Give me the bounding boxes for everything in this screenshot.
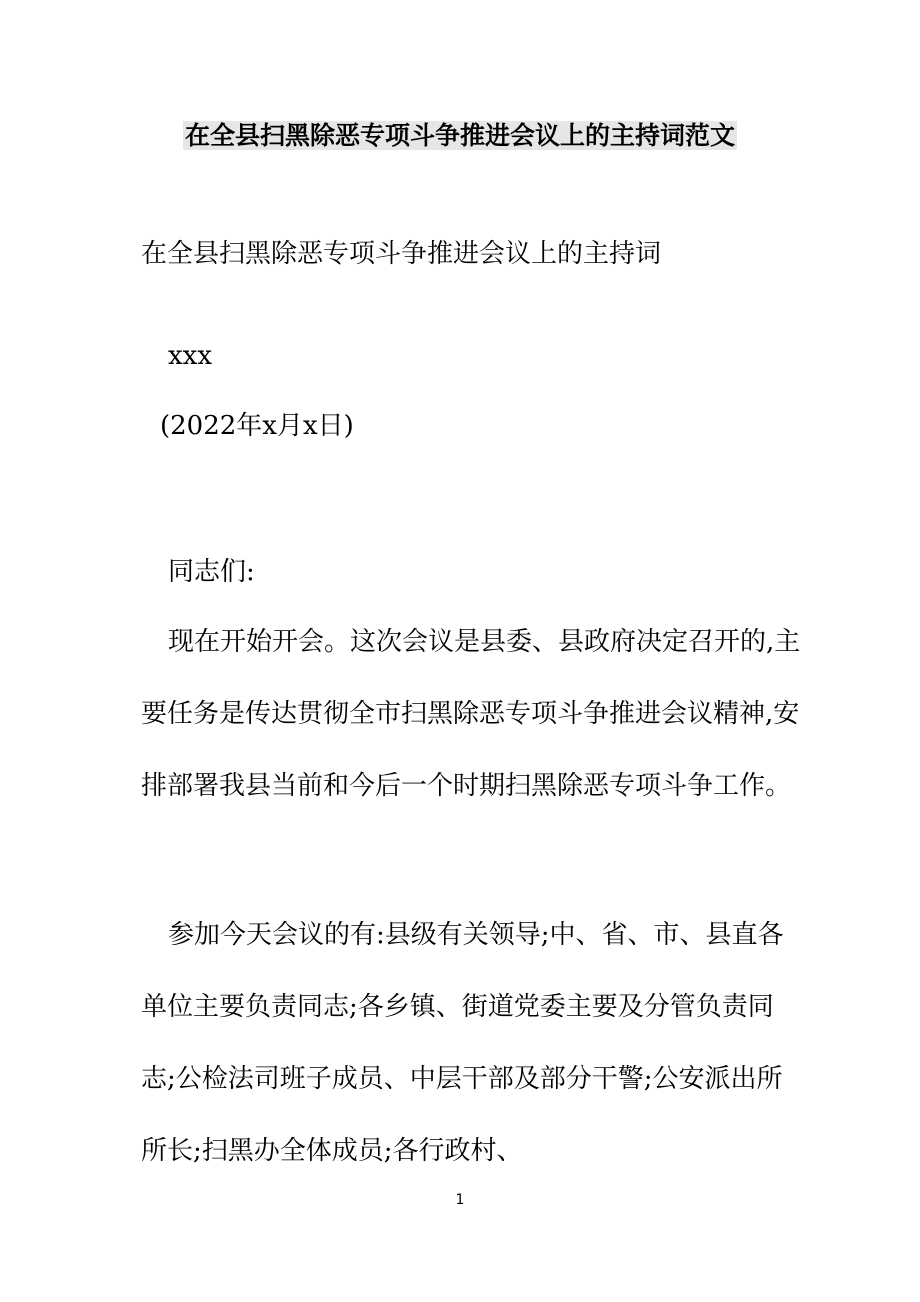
- paragraph-attendees: 参加今天会议的有:县级有关领导;中、省、市、县直各单位主要负责同志;各乡镇、街道党委主要及分管负责同志;公检法司班子成员、中层干部及部分干警;公安派出所所长;扫黑办全体成员;各行政村、: [141, 920, 784, 1166]
- page-number: 1: [455, 1192, 465, 1208]
- document-title: [0, 114, 920, 158]
- document-title-text: 在全县扫黑除恶专项斗争推进会议上的主持词范文: [184, 121, 735, 150]
- paragraph-opening: 现在开始开会。这次会议是县委、县政府决定召开的,主要任务是传达贯彻全市扫黑除恶专项斗争推进会议精神,安排部署我县当前和今后一个时期扫黑除恶专项斗争工作。: [141, 627, 801, 801]
- author-name: xxx: [168, 341, 212, 371]
- document-subtitle: 在全县扫黑除恶专项斗争推进会议上的主持词: [141, 239, 662, 269]
- salutation: 同志们:: [168, 557, 255, 587]
- document-date: (2022年x月x日): [160, 411, 354, 441]
